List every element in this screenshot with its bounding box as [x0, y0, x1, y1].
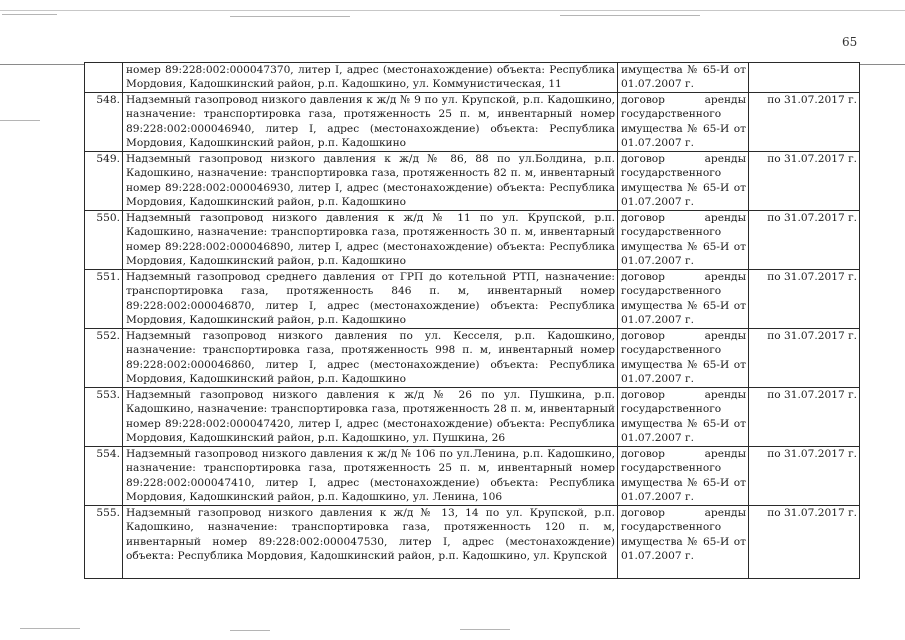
lease-basis: имущества № 65-И от 01.07.2007 г.	[618, 63, 749, 93]
object-description: Надземный газопровод низкого давления к ж/д № 106 по ул.Ленина, р.п. Кадошкино, назначение: транспортировка газа, протяженность 25 п. м, инвентарный номер 89:228:002:000047410, литер I, адрес (местонахождение) объекта: Республика Мордовия, Кадошкинский район, р.п. Кадошкино, ул. Ленина, 106	[123, 446, 618, 505]
table-row	[85, 387, 860, 446]
scan-noise-bottom-right	[460, 629, 510, 630]
lease-term	[749, 63, 860, 93]
table-row	[85, 328, 860, 387]
object-description: Надземный газопровод низкого давления к ж/д № 86, 88 по ул.Болдина, р.п. Кадошкино, назначение: транспортировка газа, протяженность 82 п. м, инвентарный номер 89:228:002:000046930, литер I, адрес (местонахождение) объекта: Республика Мордовия, Кадошкинский район, р.п. Кадошкино	[123, 151, 618, 210]
lease-basis: договор аренды государственного имущества № 65-И от 01.07.2007 г.	[618, 387, 749, 446]
row-number	[85, 63, 123, 93]
object-description: Надземный газопровод низкого давления к ж/д № 13, 14 по ул. Крупской, р.п. Кадошкино, назначение: транспортировка газа, протяженность 120 п. м, инвентарный номер 89:228:002:000047530, литер I, адрес (местонахождение) объекта: Республика Мордовия, Кадошкинский район, р.п. Кадошкино, ул. Крупской	[123, 505, 618, 578]
scan-noise-mid	[230, 16, 350, 17]
scan-noise-left	[2, 14, 57, 15]
lease-term: по 31.07.2017 г.	[749, 328, 860, 387]
scan-line-upper	[0, 64, 84, 65]
row-number: 549.	[85, 151, 123, 210]
lease-basis: договор аренды государственного имущества № 65-И от 01.07.2007 г.	[618, 92, 749, 151]
page-number: 65	[842, 35, 858, 49]
row-number: 548.	[85, 92, 123, 151]
scan-noise-right	[560, 15, 700, 16]
lease-basis: договор аренды государственного имущества № 65-И от 01.07.2007 г.	[618, 505, 749, 578]
row-number: 554.	[85, 446, 123, 505]
lease-term: по 31.07.2017 г.	[749, 505, 860, 578]
lease-term: по 31.07.2017 г.	[749, 446, 860, 505]
lease-basis: договор аренды государственного имущества № 65-И от 01.07.2007 г.	[618, 269, 749, 328]
table-row	[85, 210, 860, 269]
row-number: 555.	[85, 505, 123, 578]
table-row	[85, 269, 860, 328]
row-number: 550.	[85, 210, 123, 269]
row-number: 552.	[85, 328, 123, 387]
table-row	[85, 446, 860, 505]
table-row	[85, 92, 860, 151]
object-description: Надземный газопровод низкого давления к ж/д № 26 по ул. Пушкина, р.п. Кадошкино, назначение: транспортировка газа, протяженность 28 п. м, инвентарный номер 89:228:002:000047420, литер I, адрес (местонахождение) объекта: Республика Мордовия, Кадошкинский район, р.п. Кадошкино, ул. Пушкина, 26	[123, 387, 618, 446]
table-row	[85, 63, 860, 93]
object-description: Надземный газопровод низкого давления к ж/д № 11 по ул. Крупской, р.п. Кадошкино, назначение: транспортировка газа, протяженность 30 п. м, инвентарный номер 89:228:002:000046890, литер I, адрес (местонахождение) объекта: Республика Мордовия, Кадошкинский район, р.п. Кадошкино	[123, 210, 618, 269]
lease-term: по 31.07.2017 г.	[749, 210, 860, 269]
lease-term: по 31.07.2017 г.	[749, 151, 860, 210]
lease-term: по 31.07.2017 г.	[749, 269, 860, 328]
scan-noise-margin	[0, 120, 40, 121]
scan-line-top	[0, 10, 905, 11]
lease-term: по 31.07.2017 г.	[749, 387, 860, 446]
lease-term: по 31.07.2017 г.	[749, 92, 860, 151]
table-row	[85, 151, 860, 210]
lease-basis: договор аренды государственного имущества № 65-И от 01.07.2007 г.	[618, 328, 749, 387]
object-description: номер 89:228:002:000047370, литер I, адрес (местонахождение) объекта: Республика Мордовия, Кадошкинский район, р.п. Кадошкино, ул. Коммунистическая, 11	[123, 63, 618, 93]
lease-basis: договор аренды государственного имущества № 65-И от 01.07.2007 г.	[618, 446, 749, 505]
scan-noise-bottom-left	[20, 628, 80, 629]
scan-noise-bottom-mid	[230, 630, 270, 631]
lease-basis: договор аренды государственного имущества № 65-И от 01.07.2007 г.	[618, 151, 749, 210]
object-description: Надземный газопровод низкого давления по ул. Кесселя, р.п. Кадошкино, назначение: транспортировка газа, протяженность 998 п. м, инвентарный номер 89:228:002:000046860, литер I, адрес (местонахождение) объекта: Республика Мордовия, Кадошкинский район, р.п. Кадошкино	[123, 328, 618, 387]
row-number: 551.	[85, 269, 123, 328]
object-description: Надземный газопровод низкого давления к ж/д № 9 по ул. Крупской, р.п. Кадошкино, назначение: транспортировка газа, протяженность 25 п. м, инвентарный номер 89:228:002:000046940, литер I, адрес (местонахождение) объекта: Республика Мордовия, Кадошкинский район, р.п. Кадошкино	[123, 92, 618, 151]
scan-line-right-edge	[860, 64, 905, 65]
object-description: Надземный газопровод среднего давления от ГРП до котельной РТП, назначение: транспортировка газа, протяженность 846 п. м, инвентарный номер 89:228:002:000046870, литер I, адрес (местонахождение) объекта: Республика Мордовия, Кадошкинский район, р.п. Кадошкино	[123, 269, 618, 328]
row-number: 553.	[85, 387, 123, 446]
lease-basis: договор аренды государственного имущества № 65-И от 01.07.2007 г.	[618, 210, 749, 269]
table-row	[85, 505, 860, 578]
property-registry-table	[84, 62, 860, 579]
